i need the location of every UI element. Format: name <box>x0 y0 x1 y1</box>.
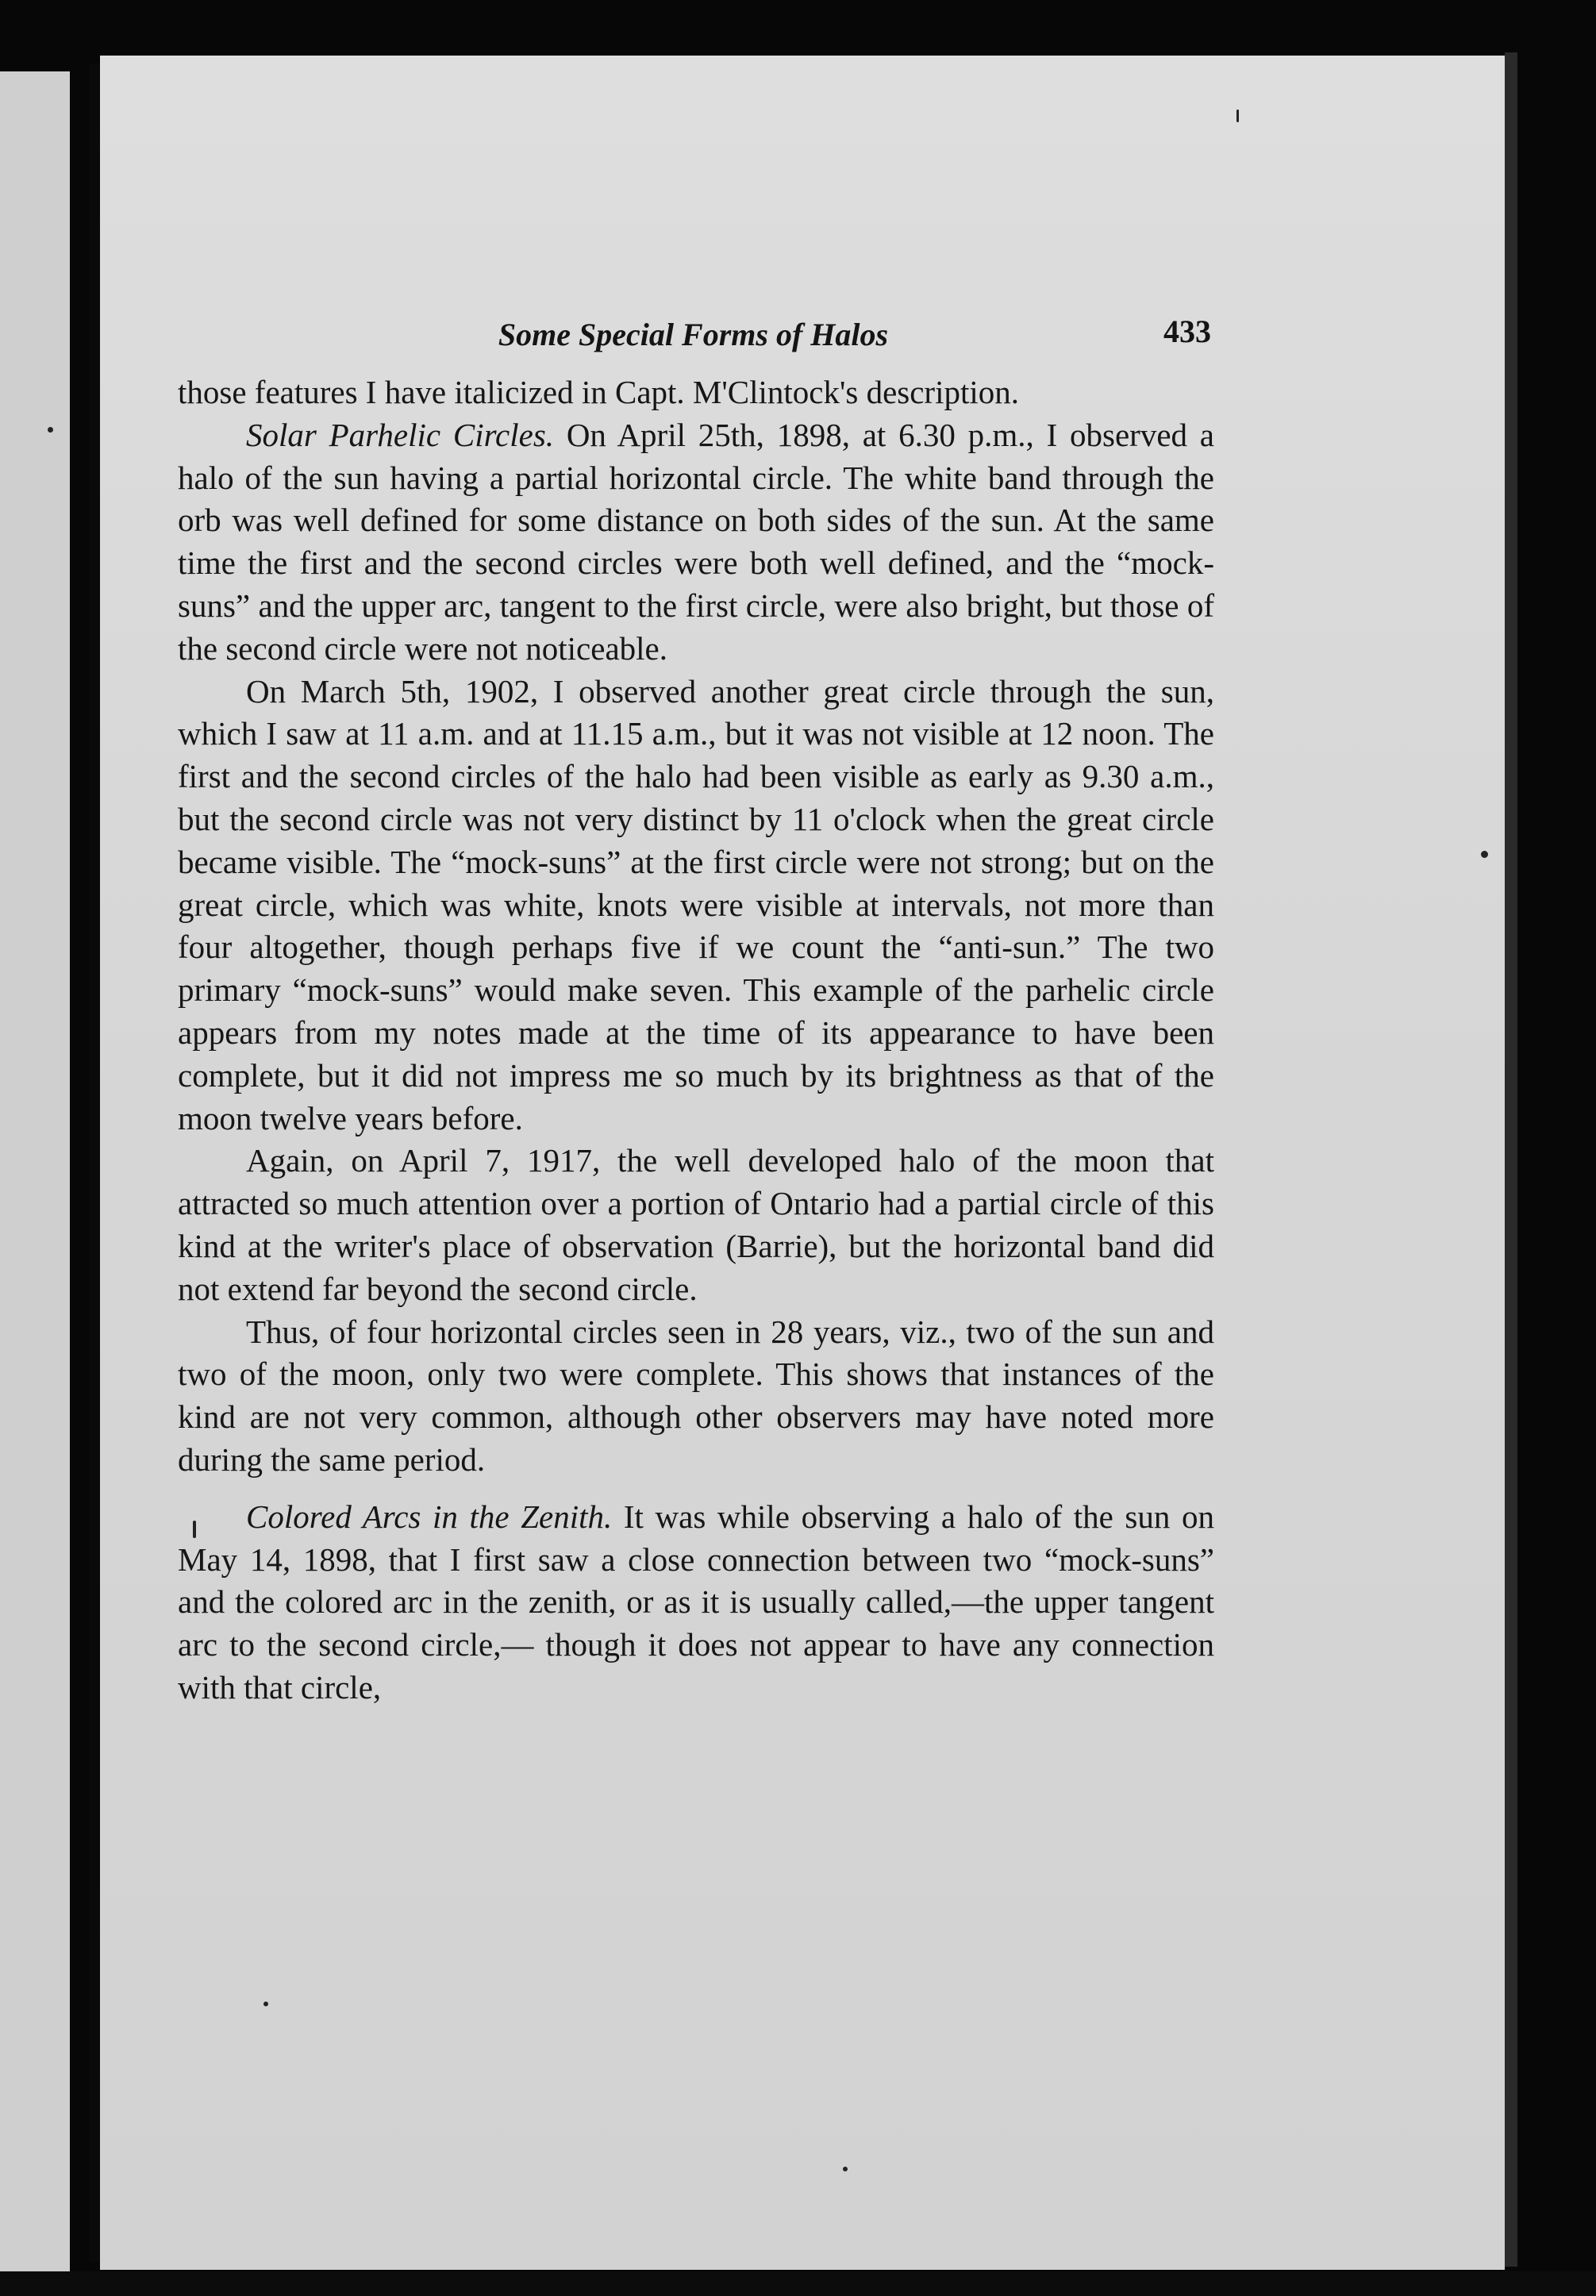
scan-speck <box>193 1521 196 1538</box>
scan-speck <box>1236 110 1239 122</box>
paragraph-text: Thus, of four horizontal circles seen in 28 years, viz., two of the sun and two of the moon, only two were complete. This shows that instances of the kind are not very common, although other observers may have noted more during the same period. <box>178 1313 1214 1478</box>
scan-bottom-border <box>0 2271 1596 2296</box>
paragraph-april-1917 <box>178 1140 1214 1310</box>
paragraph-text: those features I have italicized in Capt. M'Clintock's description. <box>178 374 1019 410</box>
paragraph-text: It was while observing a halo of the sun on May 14, 1898, that I first saw a close connection between two “mock-suns” and the colored arc in the zenith, or as it is usually called,—the upper tangent arc to the second circle,— though it does not appear to have any connection with that circle, <box>178 1498 1214 1706</box>
scan-speck <box>1481 851 1488 858</box>
scan-speck <box>48 427 53 433</box>
body-text <box>178 371 1214 1710</box>
section-lead-heading: Solar Parhelic Circles. <box>246 416 555 453</box>
page-number: 433 <box>1163 313 1211 349</box>
paragraph-colored-arcs <box>178 1496 1214 1710</box>
paragraph-four-circles <box>178 1311 1214 1482</box>
running-head <box>175 313 1211 360</box>
scan-speck <box>843 2167 848 2171</box>
section-lead-heading: Colored Arcs in the Zenith. <box>246 1498 613 1535</box>
binding-shadow <box>89 63 100 2262</box>
running-title: Some Special Forms of Halos <box>498 317 889 352</box>
paragraph-text: On April 25th, 1898, at 6.30 p.m., I observed a halo of the sun having a partial horizontal circle. The white band through the orb was well defined for some distance on both sides of the sun. At the same time the first and the second circles were both well defined, and the “mock-suns” and the upper arc, tangent to the first circle, were also bright, but those of the second circle were not noticeable. <box>178 416 1215 667</box>
paragraph-continuation <box>178 371 1214 414</box>
paragraph-text: Again, on April 7, 1917, the well developed halo of the moon that attracted so much attention over a portion of Ontario had a partial circle of this kind at the writer's place of observation (Barrie), but the horizontal band did not extend far beyond the second circle. <box>178 1142 1214 1307</box>
paragraph-march-1902 <box>178 671 1214 1140</box>
scan-speck <box>263 2002 268 2006</box>
paragraph-text: On March 5th, 1902, I observed another great circle through the sun, which I saw at 11 a.m. and at 11.15 a.m., but it was not visible at 12 noon. The first and the second circles of the halo had been visible as early as 9.30 a.m., but the second circle was not very distinct by 11 o'clock when the great circle became visible. The “mock-suns” at the first circle were not strong; but on the great circle, which was white, knots were visible at intervals, not more than four altogether, though perhaps five if we count the “anti-sun.” The two primary “mock-suns” would make seven. This example of the parhelic circle appears from my notes made at the time of its appearance to have been complete, but it did not impress me so much by its brightness as that of the moon twelve years before. <box>178 672 1214 1136</box>
paragraph-solar-parhelic-circles <box>178 414 1214 671</box>
page-right-edge <box>1505 52 1517 2267</box>
facing-page-edge <box>0 71 70 2278</box>
